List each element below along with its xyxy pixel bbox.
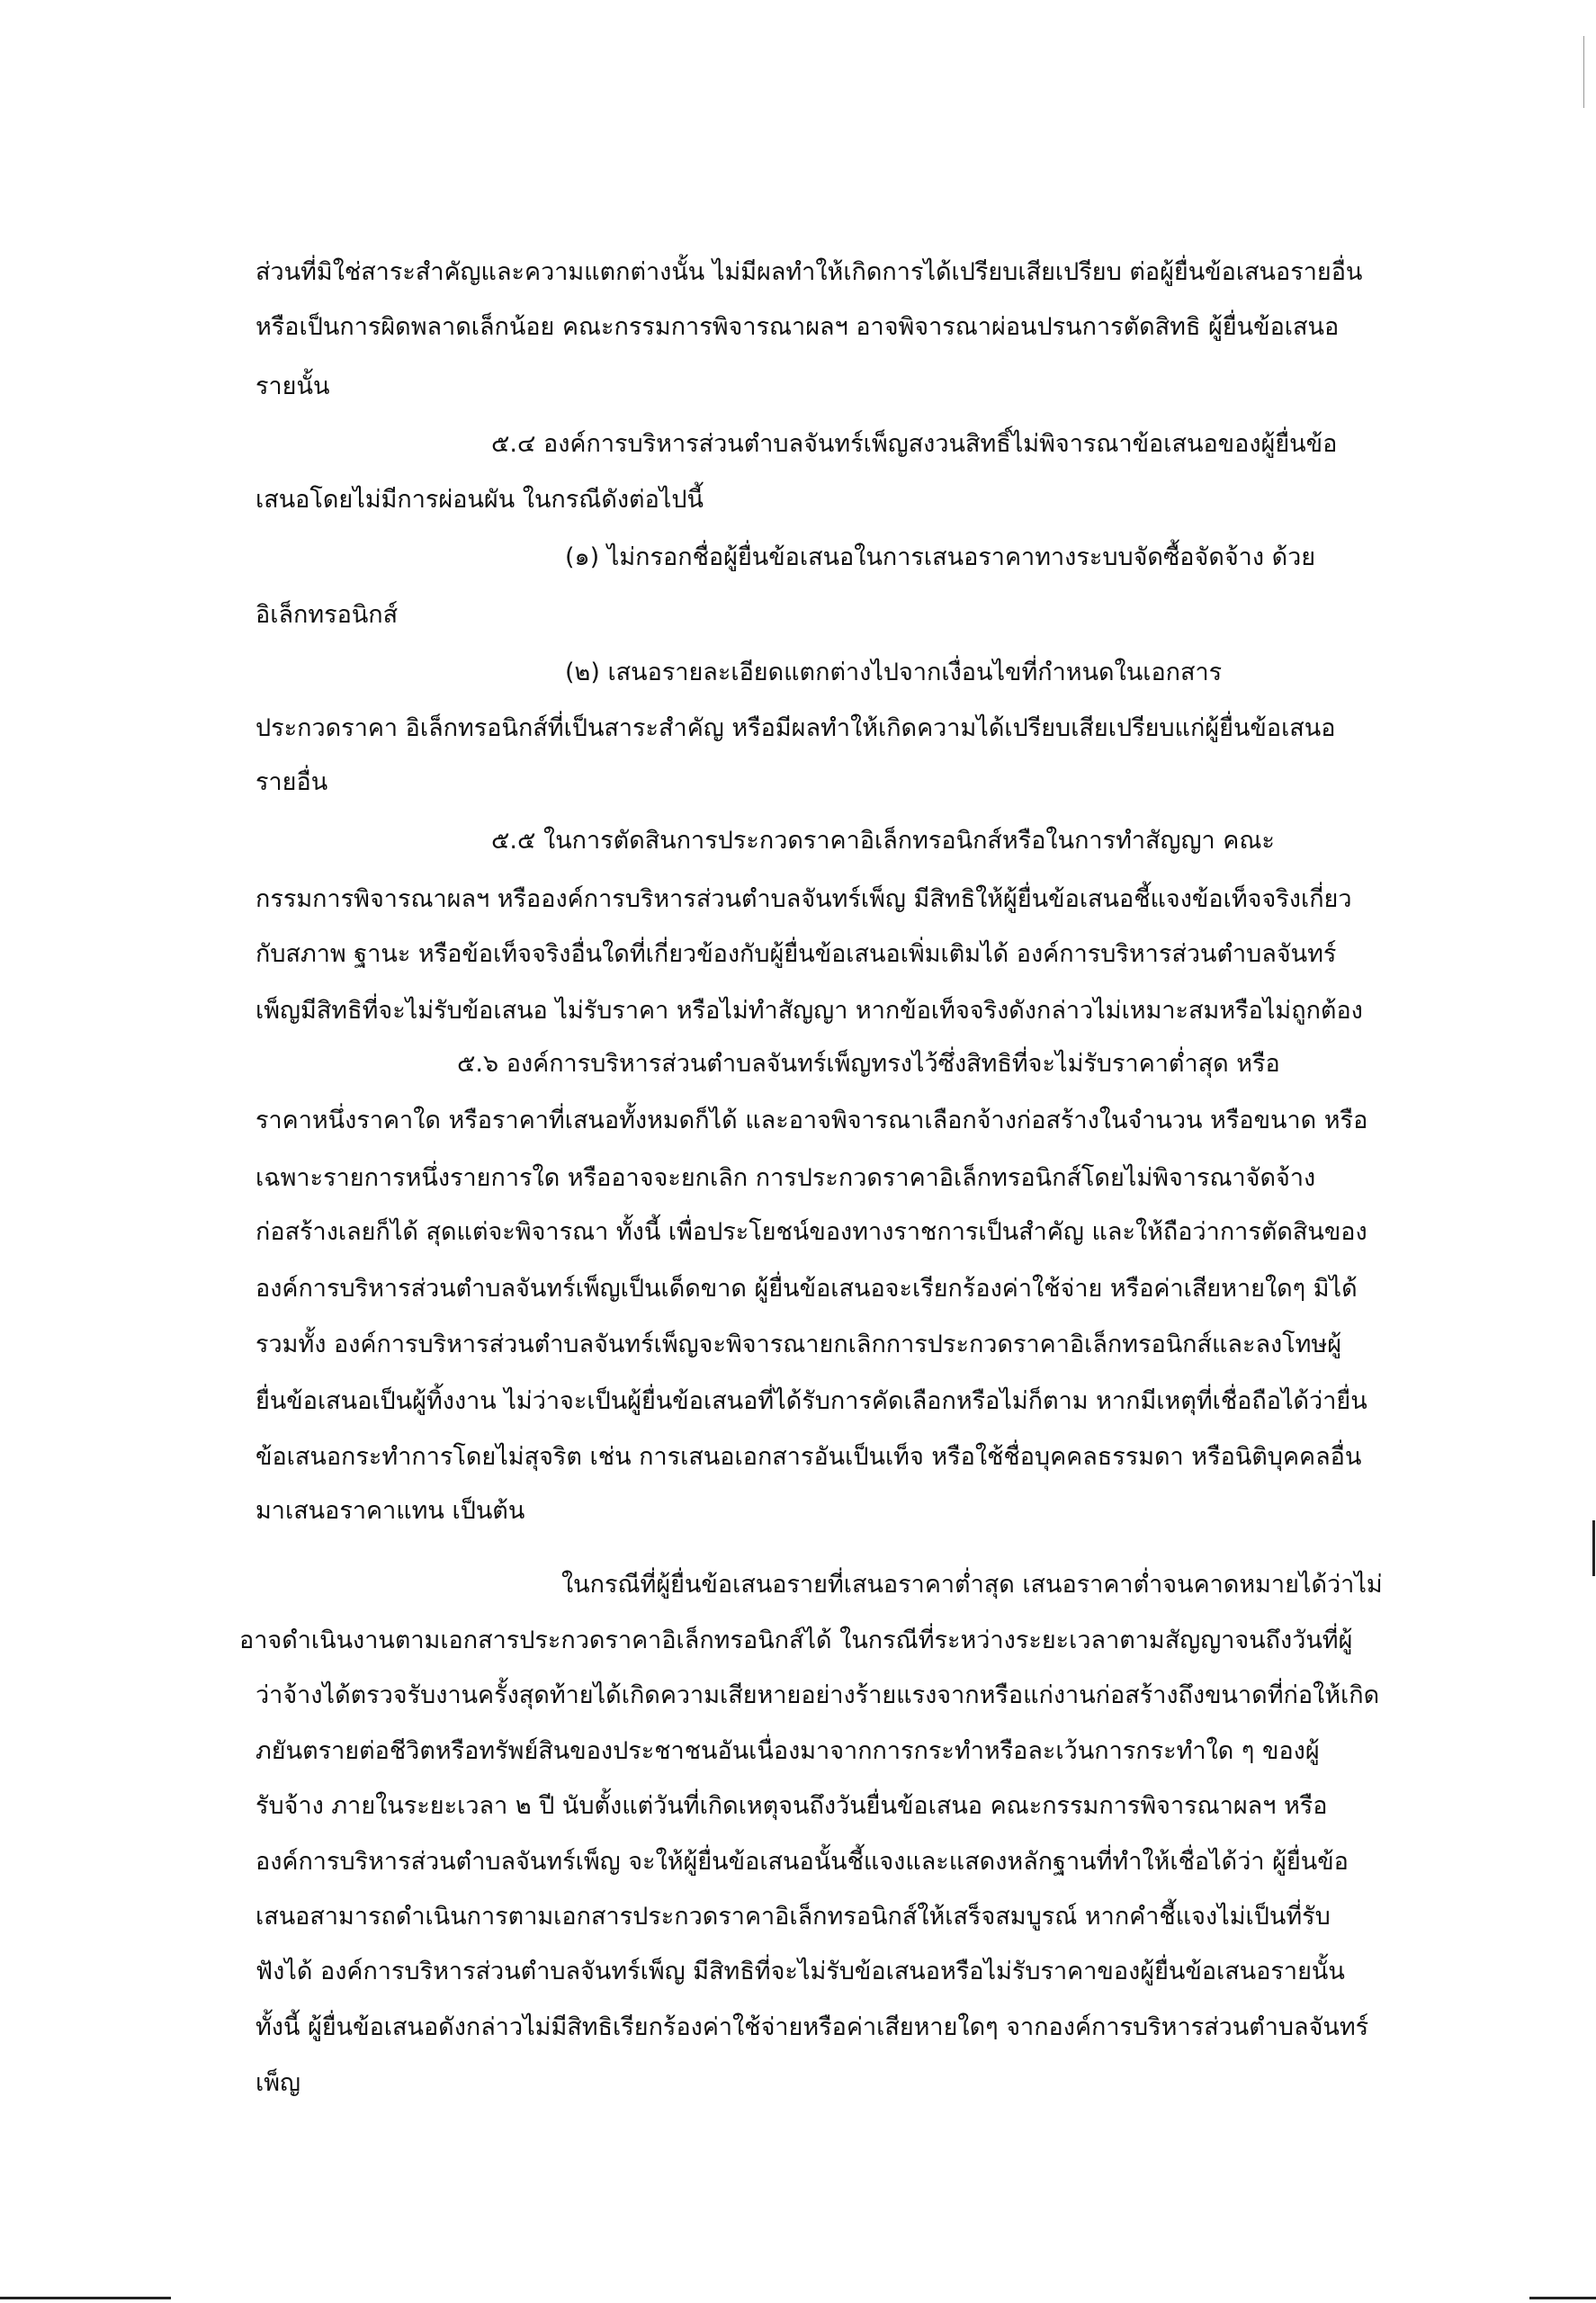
text-line: ราคาหนึ่งราคาใด หรือราคาที่เสนอทั้งหมดก็ได้ และอาจพิจารณาเลือกจ้างก่อสร้างในจำนวน หรือขนาด หรือ (256, 1107, 1368, 1134)
list-item-1: (๑) ไม่กรอกชื่อผู้ยื่นข้อเสนอในการเสนอราคาทางระบบจัดซื้อจัดจ้าง ด้วย (565, 543, 1316, 571)
text-line: ว่าจ้างได้ตรวจรับงานครั้งสุดท้ายได้เกิดความเสียหายอย่างร้ายแรงจากหรือแก่งานก่อสร้างถึงขนาดที่ก่อให้เกิด (256, 1681, 1380, 1709)
text-line: เสนอสามารถดำเนินการตามเอกสารประกวดราคาอิเล็กทรอนิกส์ให้เสร็จสมบูรณ์ หากคำชี้แจงไม่เป็นที่รับ (256, 1903, 1331, 1931)
text-line: อาจดำเนินงานตามเอกสารประกวดราคาอิเล็กทรอนิกส์ได้ ในกรณีที่ระหว่างระยะเวลาตามสัญญาจนถึงวันที่ผู้ (239, 1626, 1353, 1654)
scan-mark (1592, 1520, 1595, 1576)
text-line: รายนั้น (256, 372, 330, 400)
text-line: ภยันตรายต่อชีวิตหรือทรัพย์สินของประชาชนอันเนื่องมาจากการกระทำหรือละเว้นการกระทำใด ๆ ของผู้ (256, 1737, 1320, 1765)
scan-mark (1583, 36, 1584, 108)
text-line: หรือเป็นการผิดพลาดเล็กน้อย คณะกรรมการพิจารณาผลฯ อาจพิจารณาผ่อนปรนการตัดสิทธิ ผู้ยื่นข้อเสนอ (256, 313, 1340, 341)
text-line: ทั้งนี้ ผู้ยื่นข้อเสนอดังกล่าวไม่มีสิทธิเรียกร้องค่าใช้จ่ายหรือค่าเสียหายใดๆ จากองค์การบริหารส่วนตำบลจันทร์ (256, 2013, 1369, 2041)
text-line: ก่อสร้างเลยก็ได้ สุดแต่จะพิจารณา ทั้งนี้ เพื่อประโยชน์ของทางราชการเป็นสำคัญ และให้ถือว่าการตัดสินของ (256, 1218, 1367, 1246)
text-line: เพ็ญ (256, 2069, 301, 2097)
text-line: องค์การบริหารส่วนตำบลจันทร์เพ็ญ จะให้ผู้ยื่นข้อเสนอนั้นชี้แจงและแสดงหลักฐานที่ทำให้เชื่อได้ว่า ผู้ยื่นข้อ (256, 1848, 1349, 1876)
list-item-2: (๒) เสนอรายละเอียดแตกต่างไปจากเงื่อนไขที่กำหนดในเอกสาร (565, 659, 1223, 686)
scan-mark (0, 2297, 171, 2299)
text-line: องค์การบริหารส่วนตำบลจันทร์เพ็ญเป็นเด็ดขาด ผู้ยื่นข้อเสนอจะเรียกร้องค่าใช้จ่าย หรือค่าเสียหายใดๆ มิได้ (256, 1275, 1358, 1303)
text-line: ยื่นข้อเสนอเป็นผู้ทิ้งงาน ไม่ว่าจะเป็นผู้ยื่นข้อเสนอที่ได้รับการคัดเลือกหรือไม่ก็ตาม หากมีเหตุที่เชื่อถือได้ว่ายื่น (256, 1387, 1367, 1415)
text-line: กับสภาพ ฐานะ หรือข้อเท็จจริงอื่นใดที่เกี่ยวข้องกับผู้ยื่นข้อเสนอเพิ่มเติมได้ องค์การบริหารส่วนตำบลจันทร์ (256, 940, 1337, 968)
text-line: อิเล็กทรอนิกส์ (256, 601, 399, 629)
text-line: ประกวดราคา อิเล็กทรอนิกส์ที่เป็นสาระสำคัญ หรือมีผลทำให้เกิดความได้เปรียบเสียเปรียบแก่ผู้ยื่นข้อเสนอ (256, 714, 1336, 742)
text-line: ข้อเสนอกระทำการโดยไม่สุจริต เช่น การเสนอเอกสารอันเป็นเท็จ หรือใช้ชื่อบุคคลธรรมดา หรือนิติบุคคลอื่น (256, 1443, 1362, 1471)
text-line: มาเสนอราคาแทน เป็นต้น (256, 1497, 525, 1525)
text-line: รายอื่น (256, 768, 328, 796)
text-line: รับจ้าง ภายในระยะเวลา ๒ ปี นับตั้งแต่วันที่เกิดเหตุจนถึงวันยื่นข้อเสนอ คณะกรรมการพิจารณาผลฯ หรือ (256, 1792, 1328, 1820)
text-line: ส่วนที่มิใช่สาระสำคัญและความแตกต่างนั้น ไม่มีผลทำให้เกิดการได้เปรียบเสียเปรียบ ต่อผู้ยื่นข้อเสนอรายอื่น (256, 258, 1363, 286)
text-line: กรรมการพิจารณาผลฯ หรือองค์การบริหารส่วนตำบลจันทร์เพ็ญ มีสิทธิให้ผู้ยื่นข้อเสนอชี้แจงข้อเท็จจริงเกี่ยว (256, 885, 1352, 913)
scan-mark (1529, 2297, 1596, 2299)
section-5-4-heading: ๕.๔ องค์การบริหารส่วนตำบลจันทร์เพ็ญสงวนสิทธิ์ไม่พิจารณาข้อเสนอของผู้ยื่นข้อ (491, 430, 1338, 458)
text-line: เพ็ญมีสิทธิที่จะไม่รับข้อเสนอ ไม่รับราคา หรือไม่ทำสัญญา หากข้อเท็จจริงดังกล่าวไม่เหมาะสมหรือไม่ถูกต้อง (256, 997, 1363, 1025)
text-line: เฉพาะรายการหนึ่งรายการใด หรืออาจจะยกเลิก การประกวดราคาอิเล็กทรอนิกส์โดยไม่พิจารณาจัดจ้าง (256, 1164, 1316, 1192)
section-5-6-heading: ๕.๖ องค์การบริหารส่วนตำบลจันทร์เพ็ญทรงไว้ซึ่งสิทธิที่จะไม่รับราคาต่ำสุด หรือ (457, 1050, 1280, 1078)
section-5-5-heading: ๕.๕ ในการตัดสินการประกวดราคาอิเล็กทรอนิกส์หรือในการทำสัญญา คณะ (491, 827, 1275, 855)
text-line: เสนอโดยไม่มีการผ่อนผัน ในกรณีดังต่อไปนี้ (256, 486, 704, 514)
text-line: ฟังได้ องค์การบริหารส่วนตำบลจันทร์เพ็ญ มีสิทธิที่จะไม่รับข้อเสนอหรือไม่รับราคาของผู้ยื่นข้อเสนอรายนั้น (256, 1958, 1345, 1985)
text-line: รวมทั้ง องค์การบริหารส่วนตำบลจันทร์เพ็ญจะพิจารณายกเลิกการประกวดราคาอิเล็กทรอนิกส์และลงโทษผู้ (256, 1331, 1342, 1358)
paragraph-start: ในกรณีที่ผู้ยื่นข้อเสนอรายที่เสนอราคาต่ำสุด เสนอราคาต่ำจนคาดหมายได้ว่าไม่ (561, 1571, 1383, 1599)
